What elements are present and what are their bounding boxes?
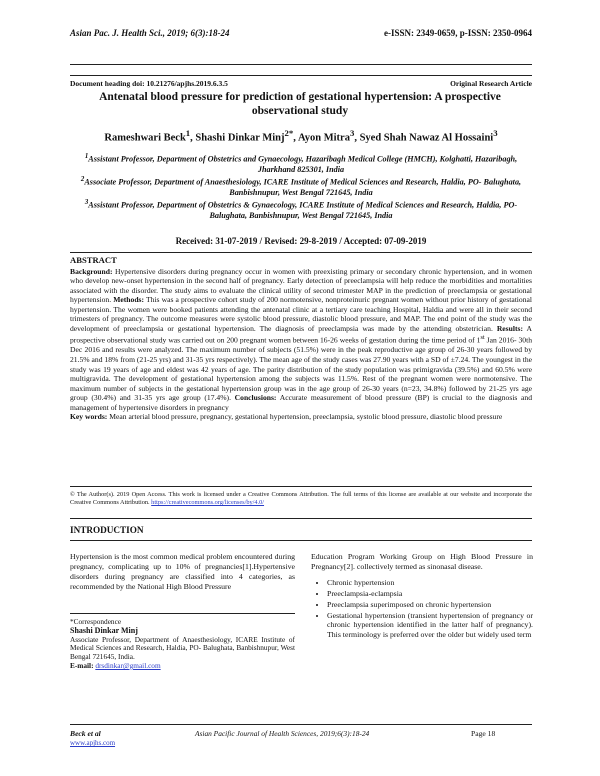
correspondence-name: Shashi Dinkar Minj <box>70 625 138 635</box>
affiliations <box>76 152 526 221</box>
methods-text: This was a prospective cohort study of 200 normotensive, nonproteinuric pregnant women without prior history of gestational hypertension. The women were booked patients attending the antenatal clinic at a tertiary care teaching Hospital, Haldia and were all in their second trimesters of pregnancy. The outcome measures were systolic blood pressure, diastolic blood pressure, and MAP. The end point of the study was the development of preeclampsia or gestational hypertension. The diagnosis of preeclampsia was made by the attending obstetrician. <box>70 295 532 333</box>
affiliation-2: $^2$Associate Professor, Department of Anaesthesiology, ICARE Institute of Medical Sciences and Research, Haldia, PO- Balughata, Banbishnupur, West Bengal 721645, India <box>80 176 522 198</box>
author-mark: 3 <box>349 128 355 138</box>
author-mark: 3 <box>493 128 498 138</box>
affiliation-1: $^1$Assistant Professor, Department of Obstetrics and Gynaecology, Hazaribagh Medical College (HMCH), Kolghatti, Hazaribagh, Jharkhand 825301, India <box>84 153 518 174</box>
author-name: Rameshwari Beck <box>104 132 186 144</box>
abstract-body <box>70 267 532 413</box>
results-text-b: Jan 2016- 30th Dec 2016 and results were analyzed. The maximum number of subjects (51.5%) were in the peak reproductive age group of 26-30 years followed by 21.5% and 18% from (21-25 yrs) and 31-35 yrs respectively). The mean age of the study cases was 27.90 years with a SD of ±7.24. The youngest in the study was 19 years of age and eldest was 42 years of age. The parity distribution of the study population was primigravida (39.5%) and 60.5% were multigravida. The development of gestational hypertension among the subjects was 11.5%. Rest of the pregnant women were normotensive. The maximum number of subjects in the gestational hypertension group was in the age group of 26-30 years (n=23, 34.8%) followed by 21-25 yrs age group (30.4%) and 31-35 yrs age group (17.4%). <box>70 335 532 403</box>
conclusions-label: Conclusions: <box>234 393 277 403</box>
correspondence-rule <box>70 613 295 614</box>
author-list: Rameshwari Beck$^1$, Shashi Dinkar Minj$^{2*}$, Ayon Mitra$^3$, Syed Shah Nawaz Al Hossaini$^3$ <box>104 128 498 144</box>
footer-journal: Asian Pacific Journal of Health Sciences, 2019;6(3):18-24 <box>195 729 370 738</box>
list-item: • Preeclampsia-eclampsia <box>327 589 533 599</box>
hypertension-category-list <box>311 578 533 640</box>
intro-rule-bottom <box>70 540 532 541</box>
license-notice <box>70 491 532 507</box>
header-rule <box>70 64 532 65</box>
submission-dates: Received: 31-07-2019 / Revised: 29-8-2019 / Accepted: 07-09-2019 <box>175 236 427 246</box>
affiliation-3: $^3$Assistant Professor, Department of Obstetrics & Gynaecology, ICARE Institute of Medical Sciences and Research, Haldia, PO- Balughata, Banbishnupur, West Bengal 721645, India <box>84 199 518 221</box>
abstract-block <box>70 256 532 422</box>
author-mark: 1 <box>185 128 191 138</box>
keywords-line <box>70 412 532 422</box>
methods-label: Methods: <box>113 295 145 305</box>
email-link[interactable]: drsdinkar@gmail.com <box>95 660 161 670</box>
author-name: Ayon Mitra <box>297 132 350 144</box>
footer-author: Beck et al <box>70 729 101 738</box>
list-item: • Preeclampsia superimposed on chronic hypertension <box>327 600 533 610</box>
issn-line: e-ISSN: 2349-0659, p-ISSN: 2350-0964 <box>383 28 532 38</box>
page-number: Page 18 <box>471 729 496 738</box>
license-link[interactable]: https://creativecommons.org/licenses/by/4.0/ <box>151 499 265 507</box>
article-type: Original Research Article <box>450 79 532 88</box>
results-sup: st <box>480 334 485 342</box>
footer-website-link[interactable]: www.apjhs.com <box>70 739 116 747</box>
email-label: E-mail: <box>70 660 94 670</box>
correspondence-address: Associate Professor, Department of Anaesthesiology, ICARE Institute of Medical Sciences and Research, Haldia, PO- Balughata, Banbishnupur, West Bengal 721645, India. <box>70 634 295 662</box>
results-label: Results: <box>496 323 523 333</box>
results-text-a: A prospective observational study was carried out on 200 pregnant women between 16-26 weeks of gestation during the time period of 1 <box>70 323 532 345</box>
keywords-text: Mean arterial blood pressure, pregnancy, gestational hypertension, preeclampsia, systolic blood pressure, diastolic blood pressure <box>109 412 503 422</box>
journal-citation: Asian Pac. J. Health Sci., 2019; 6(3):18-24 <box>70 28 230 38</box>
correspondence-block <box>70 618 295 671</box>
author-name: Shashi Dinkar Minj <box>195 132 285 144</box>
author-mark: 2* <box>284 128 294 138</box>
abstract-rule-bottom <box>70 486 532 487</box>
footer-rule <box>70 724 532 725</box>
section-heading-introduction: INTRODUCTION <box>70 525 144 535</box>
header-rule-2 <box>70 75 532 76</box>
abstract-rule-top <box>70 252 532 253</box>
correspondence-email <box>70 662 295 671</box>
intro-rule-top <box>70 518 532 519</box>
correspondence-label: *Correspondence <box>70 617 122 626</box>
background-label: Background: <box>70 266 113 276</box>
intro-left-column: Hypertension is the most common medical problem encountered during pregnancy, complicating up to 10% of pregnancies[1].Hypertensive disorders during pregnancy are classified into 4 categories, as recommended by the National High Blood Pressure <box>70 552 295 591</box>
author-name: Syed Shah Nawaz Al Hossaini <box>359 132 494 144</box>
right-column-paragraph: Education Program Working Group on High Blood Pressure in Pregnancy[2]. collectively termed as sinonasal disease. <box>311 552 533 571</box>
conclusions-text: Accurate measurement of blood pressure (BP) is crucial to the diagnosis and management of hypertensive disorders in pregnancy <box>70 393 532 412</box>
intro-right-column <box>311 552 533 641</box>
list-item: • Chronic hypertension <box>327 578 533 588</box>
list-item: • Gestational hypertension (transient hypertension of pregnancy or chronic hypertension identified in the latter half of pregnancy). This terminology is preferred over the older but widely used term <box>327 611 533 641</box>
article-title: Antenatal blood pressure for prediction of gestational hypertension: A prospective observational study <box>99 91 501 117</box>
abstract-heading: ABSTRACT <box>70 255 117 265</box>
keywords-label: Key words: <box>70 412 108 422</box>
doi-line: Document heading doi: 10.21276/apjhs.2019.6.3.5 <box>70 79 228 88</box>
background-text: Hypertensive disorders during pregnancy occur in women with preexisting primary or secondary chronic hypertension, and in women who develop new-onset hypertension in the second half of pregnancy. Early detection of preeclampsia will help reduce the morbidities and mortalities associated with the disorder. The study aims to evaluate the clinical utility of second trimester MAP in the prediction of preeclampsia or gestational hypertension. <box>70 266 532 305</box>
license-text: © The Author(s). 2019 Open Access. This work is licensed under a Creative Commons Attribution. The full terms of this license are available at our website and incorporate the Creative Commons Attribution. <box>70 491 532 507</box>
